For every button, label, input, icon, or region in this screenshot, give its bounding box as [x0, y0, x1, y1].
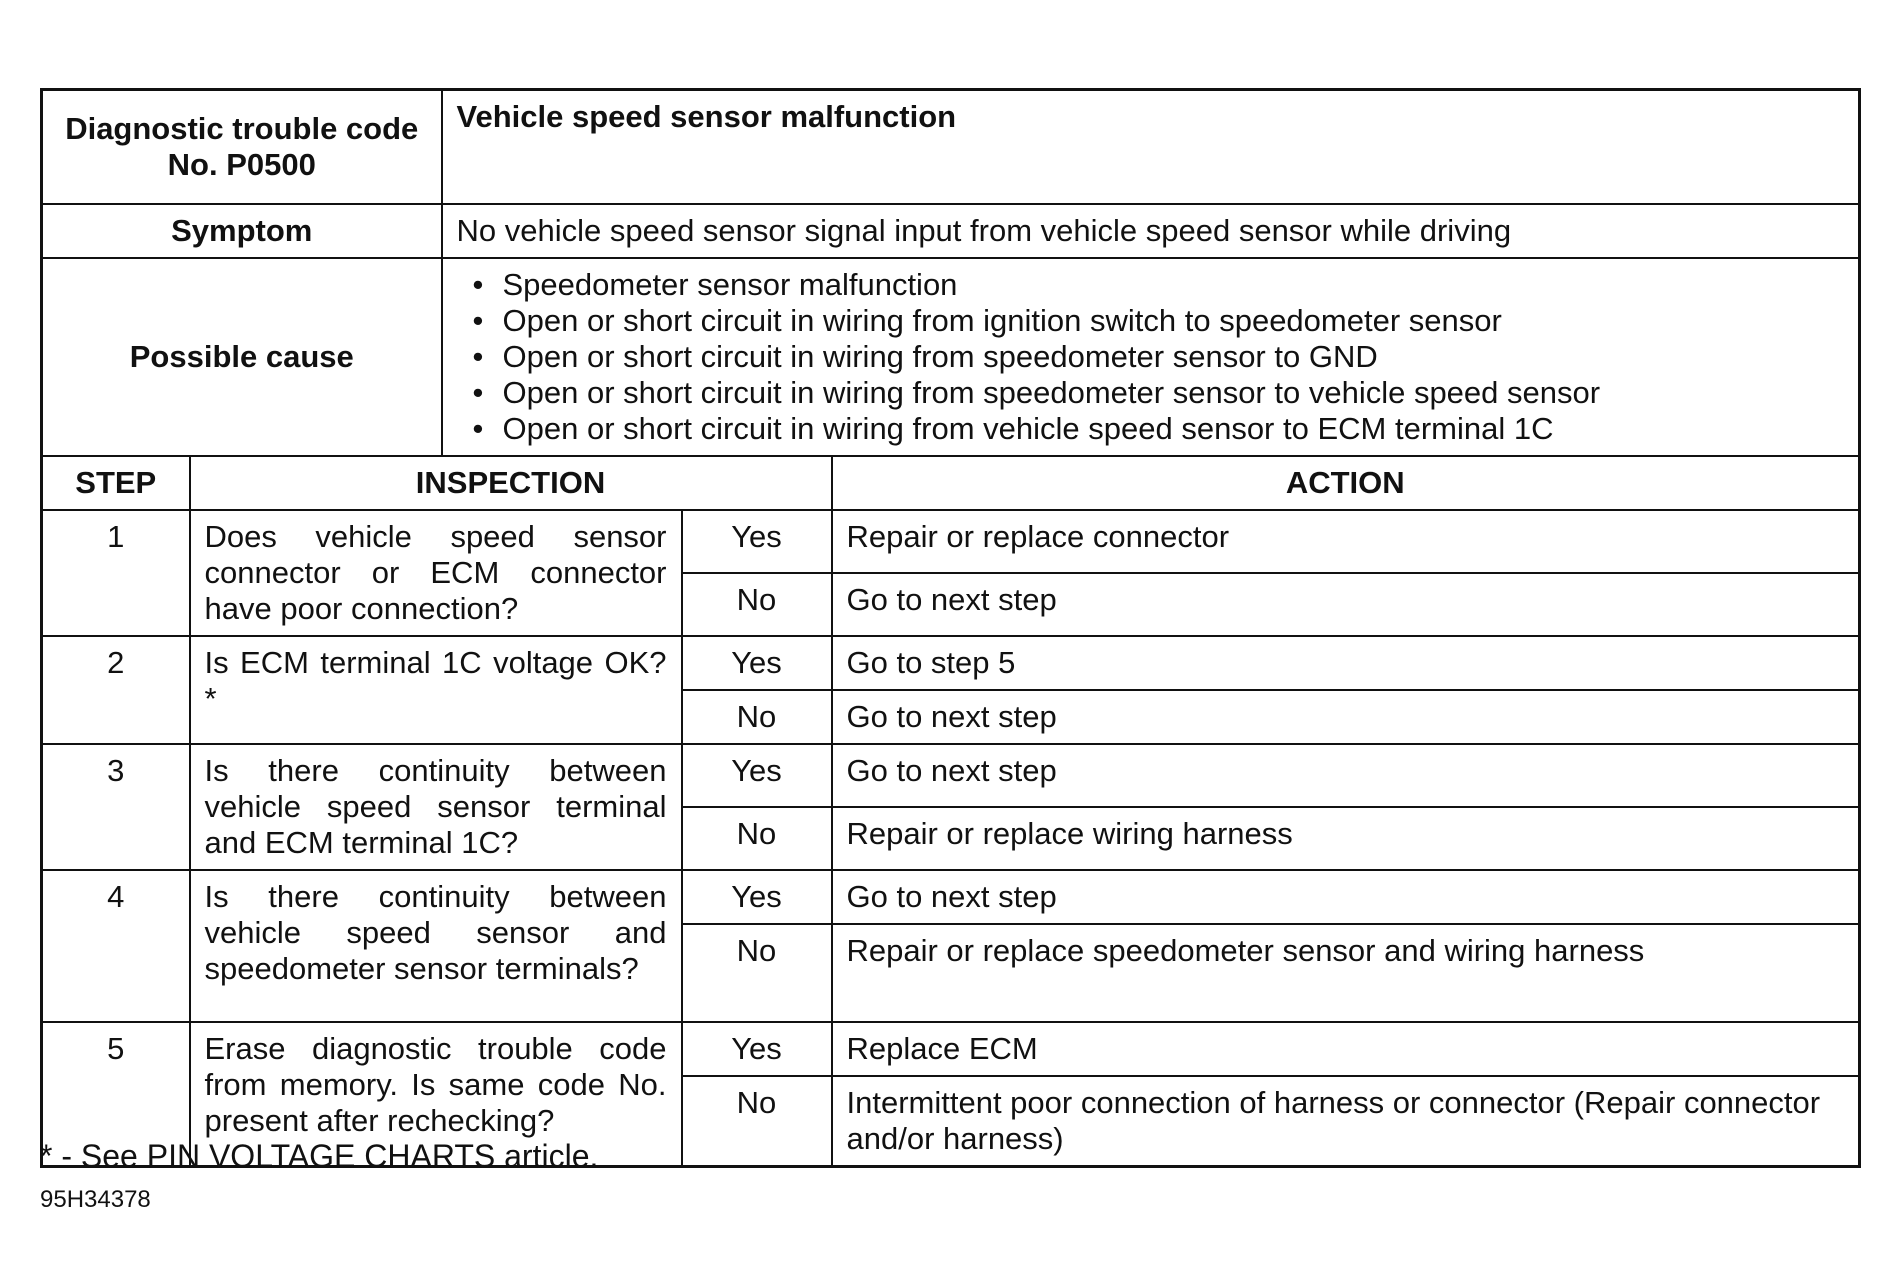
inspection-header: INSPECTION — [190, 456, 832, 510]
cause-label: Possible cause — [42, 258, 442, 456]
step-number: 3 — [42, 744, 190, 870]
action-yes: Go to next step — [832, 744, 1860, 807]
cause-list — [457, 267, 1845, 447]
answer-no: No — [682, 807, 832, 870]
inspection-text: Is there continuity between vehicle speed sensor terminal and ECM terminal 1C? — [190, 744, 682, 870]
answer-no: No — [682, 924, 832, 1022]
step-number: 5 — [42, 1022, 190, 1167]
inspection-text: Is there continuity between vehicle speed sensor and speedometer sensor terminals? — [190, 870, 682, 1022]
answer-no: No — [682, 1076, 832, 1167]
cause-row — [42, 258, 1860, 456]
table-row — [42, 510, 1860, 573]
symptom-row — [42, 204, 1860, 258]
cause-item: • Open or short circuit in wiring from ignition switch to speedometer sensor — [473, 303, 1845, 339]
table-row — [42, 636, 1860, 690]
answer-yes: Yes — [682, 744, 832, 807]
trouble-code-label: Diagnostic trouble code No. P0500 — [42, 90, 442, 205]
header-row — [42, 90, 1860, 205]
trouble-title: Vehicle speed sensor malfunction — [442, 90, 1860, 205]
action-no: Repair or replace wiring harness — [832, 807, 1860, 870]
answer-yes: Yes — [682, 636, 832, 690]
action-yes: Replace ECM — [832, 1022, 1860, 1076]
cause-list-cell — [442, 258, 1860, 456]
figure-id: 95H34378 — [40, 1186, 151, 1213]
step-number: 1 — [42, 510, 190, 636]
diagnostic-sheet — [40, 88, 1858, 1168]
cause-item: • Open or short circuit in wiring from vehicle speed sensor to ECM terminal 1C — [473, 411, 1845, 447]
inspection-text: Erase diagnostic trouble code from memory. Is same code No. present after rechecking? — [190, 1022, 682, 1167]
answer-yes: Yes — [682, 510, 832, 573]
diagnostic-table — [40, 88, 1861, 1168]
step-number: 4 — [42, 870, 190, 1022]
answer-no: No — [682, 573, 832, 636]
action-no: Go to next step — [832, 690, 1860, 744]
table-row — [42, 870, 1860, 924]
symptom-label: Symptom — [42, 204, 442, 258]
answer-no: No — [682, 690, 832, 744]
action-yes: Go to next step — [832, 870, 1860, 924]
column-header-row — [42, 456, 1860, 510]
answer-yes: Yes — [682, 870, 832, 924]
table-row — [42, 1022, 1860, 1076]
action-yes: Repair or replace connector — [832, 510, 1860, 573]
symptom-text: No vehicle speed sensor signal input from vehicle speed sensor while driving — [442, 204, 1860, 258]
cause-item: • Open or short circuit in wiring from speedometer sensor to vehicle speed sensor — [473, 375, 1845, 411]
cause-item: • Open or short circuit in wiring from speedometer sensor to GND — [473, 339, 1845, 375]
inspection-text: Does vehicle speed sensor connector or ECM connector have poor connection? — [190, 510, 682, 636]
inspection-text: Is ECM terminal 1C voltage OK? * — [190, 636, 682, 744]
step-number: 2 — [42, 636, 190, 744]
cause-item: • Speedometer sensor malfunction — [473, 267, 1845, 303]
footnote: * - See PIN VOLTAGE CHARTS article. — [40, 1138, 599, 1174]
answer-yes: Yes — [682, 1022, 832, 1076]
action-header: ACTION — [832, 456, 1860, 510]
step-header: STEP — [42, 456, 190, 510]
table-row — [42, 744, 1860, 807]
action-no: Go to next step — [832, 573, 1860, 636]
action-no: Intermittent poor connection of harness or connector (Repair connector and/or harness) — [832, 1076, 1860, 1167]
action-no: Repair or replace speedometer sensor and wiring harness — [832, 924, 1860, 1022]
action-yes: Go to step 5 — [832, 636, 1860, 690]
